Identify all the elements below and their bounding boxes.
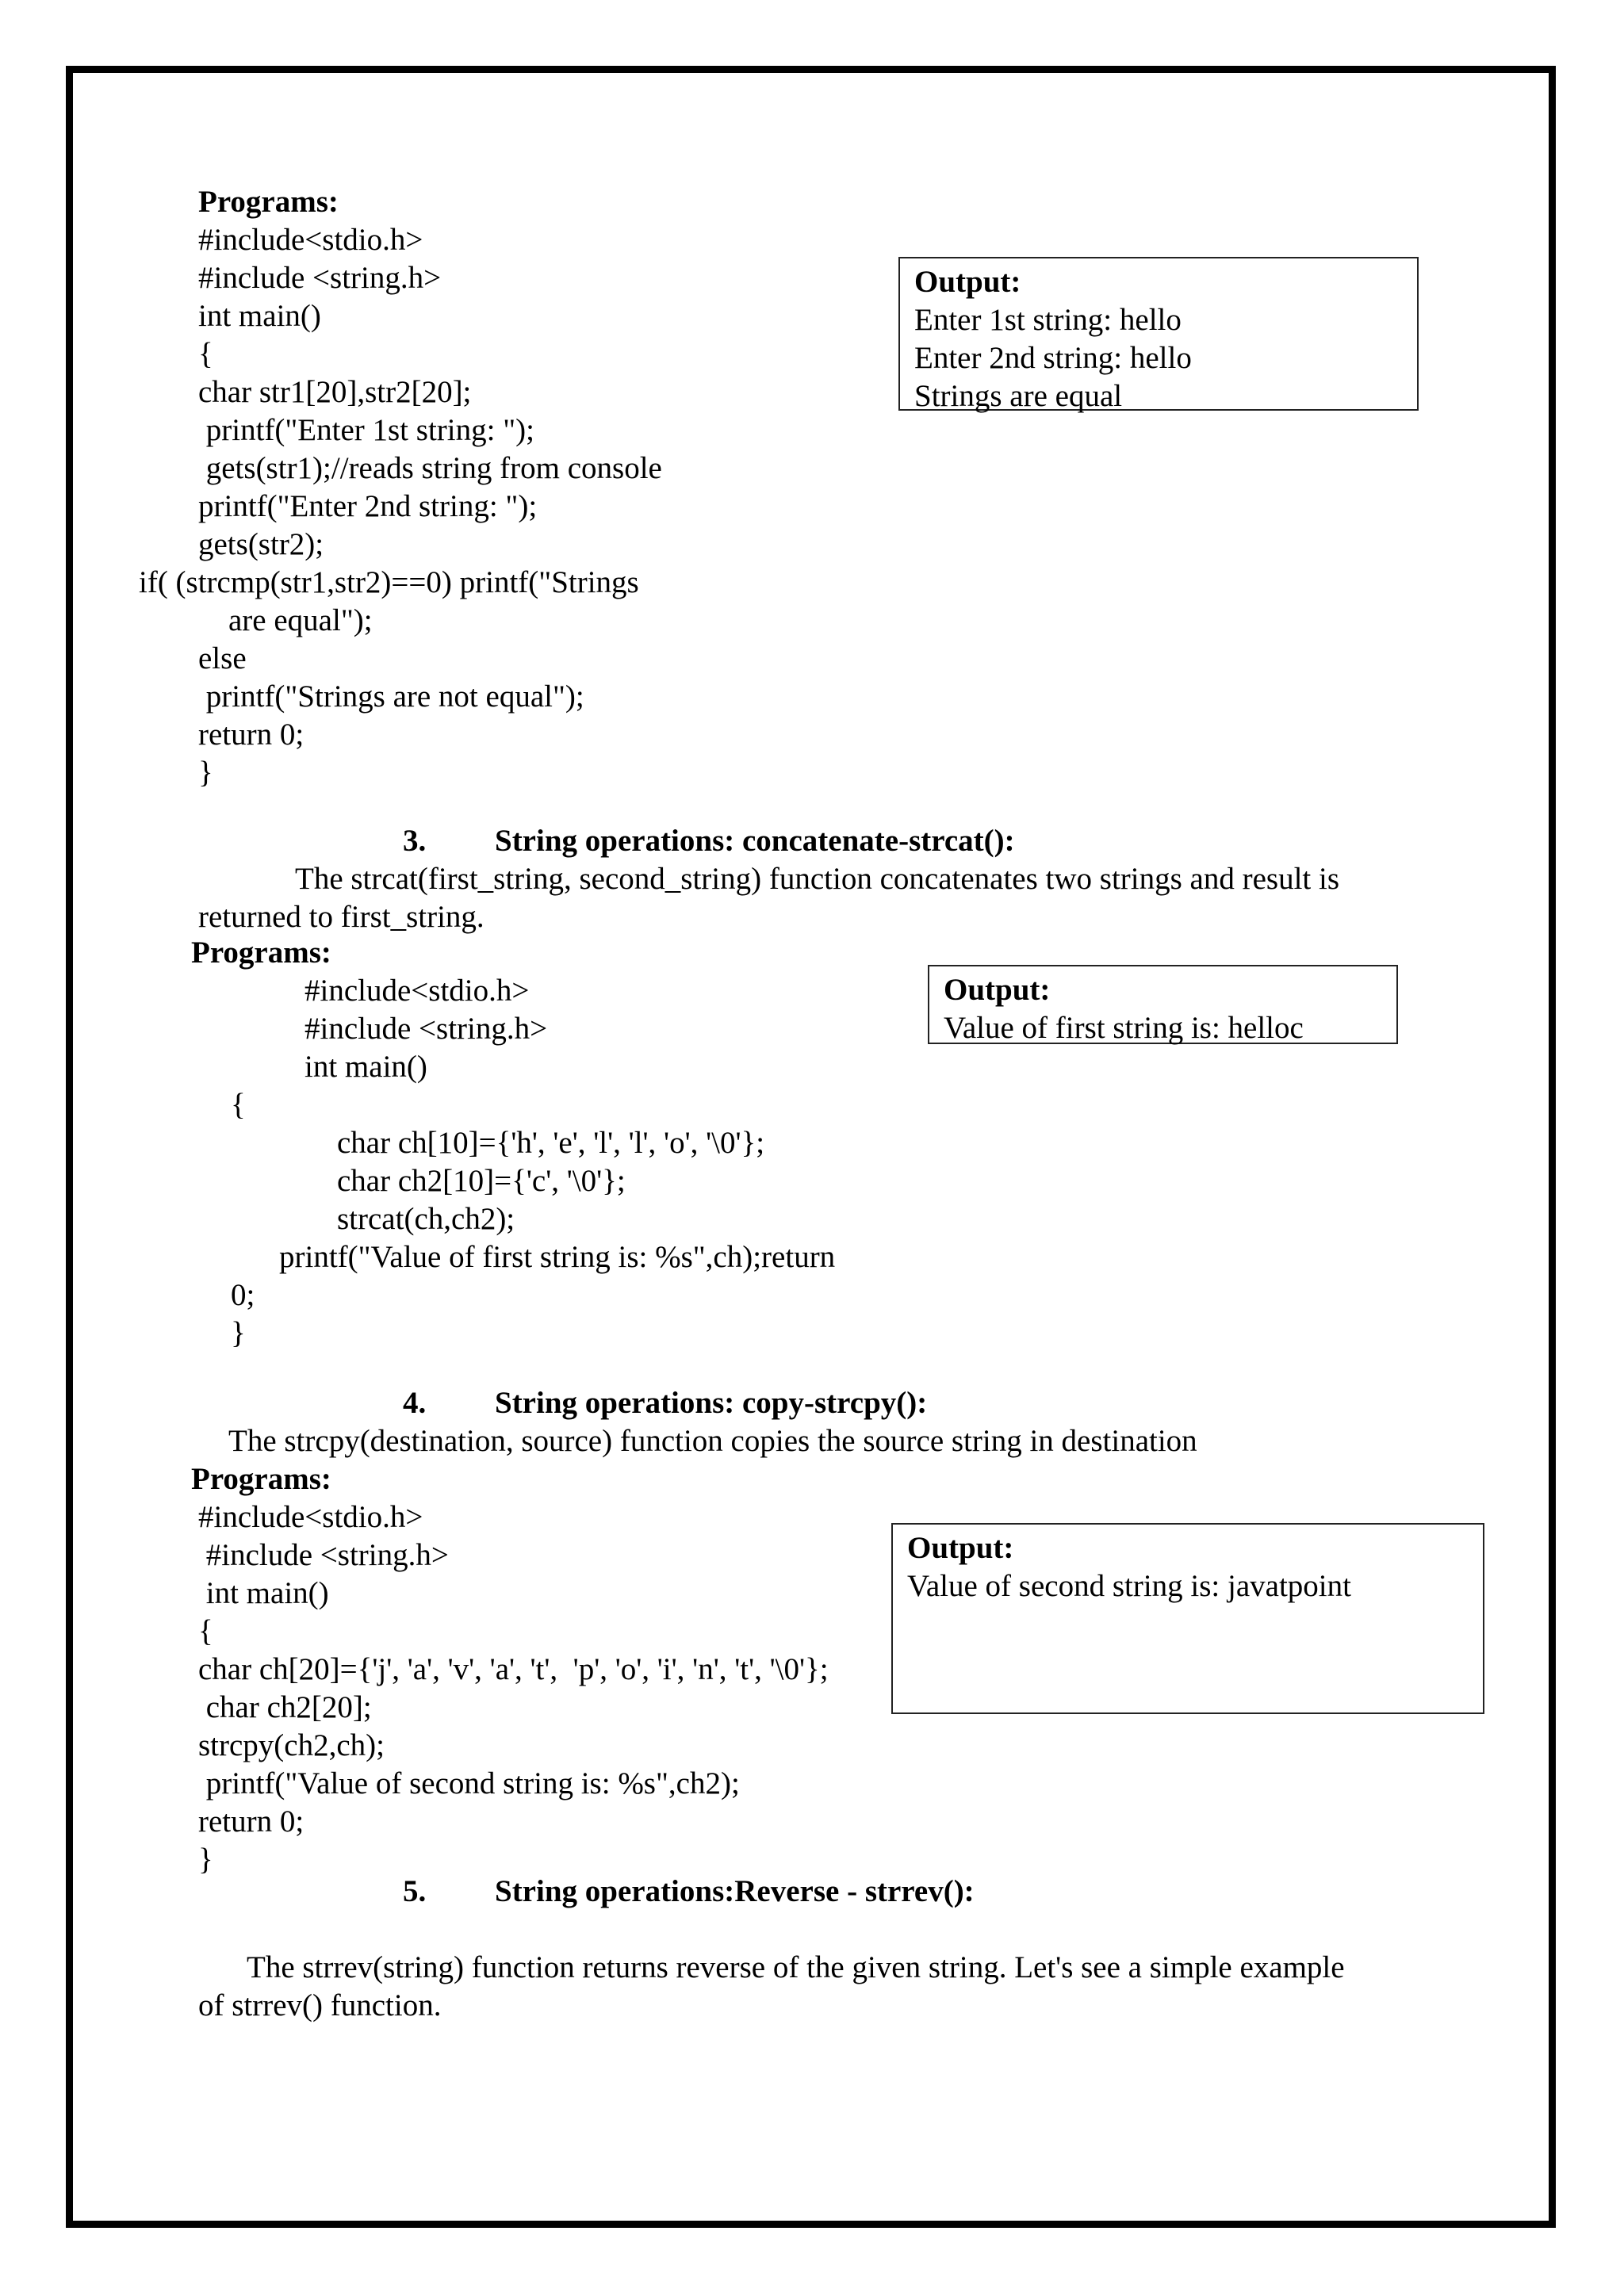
output-line: Value of second string is: javatpoint <box>907 1569 1351 1603</box>
code-line: gets(str1);//reads string from console <box>198 451 662 485</box>
code-line: char ch2[10]={'c', '\0'}; <box>337 1164 626 1198</box>
code-line: are equal"); <box>228 603 373 637</box>
code-line: strcat(ch,ch2); <box>337 1202 515 1236</box>
section-heading: String operations:Reverse - strrev(): <box>495 1874 975 1908</box>
code-line: #include <string.h> <box>198 1538 449 1572</box>
code-line: if( (strcmp(str1,str2)==0) printf("Strings <box>139 565 639 599</box>
output-box <box>928 965 1398 1044</box>
code-line: return 0; <box>198 1804 304 1839</box>
code-line: } <box>231 1316 246 1350</box>
code-line: } <box>198 756 213 790</box>
section-description: returned to first_string. <box>198 900 485 934</box>
output-line: Enter 2nd string: hello <box>914 341 1192 375</box>
output-line: Strings are equal <box>914 379 1123 413</box>
code-line: int main() <box>198 1576 329 1610</box>
output-box <box>891 1523 1484 1714</box>
code-line: 0; <box>231 1278 255 1312</box>
code-line: else <box>198 641 247 675</box>
programs-label: Programs: <box>191 1462 331 1496</box>
code-line: gets(str2); <box>198 527 324 561</box>
code-line: printf("Value of second string is: %s",ch2); <box>198 1766 740 1800</box>
code-line: printf("Enter 2nd string: "); <box>198 489 538 523</box>
programs-label: Programs: <box>191 936 331 970</box>
code-line: int main() <box>198 299 321 333</box>
code-line: printf("Strings are not equal"); <box>198 679 584 714</box>
code-line: char ch[10]={'h', 'e', 'l', 'l', 'o', '\0'}; <box>337 1126 765 1160</box>
output-label: Output: <box>914 265 1021 299</box>
code-line: { <box>198 1614 213 1648</box>
code-line: { <box>231 1088 246 1122</box>
section-number: 5. <box>403 1874 427 1908</box>
section-heading: String operations: concatenate-strcat(): <box>495 824 1015 858</box>
section-description: The strrev(string) function returns reverse of the given string. Let's see a simple example <box>247 1950 1345 1984</box>
code-line: #include<stdio.h> <box>304 974 530 1008</box>
code-line: printf("Value of first string is: %s",ch);return <box>279 1240 836 1274</box>
code-line: #include<stdio.h> <box>198 1500 423 1534</box>
code-line: #include <string.h> <box>198 261 442 295</box>
code-line: return 0; <box>198 718 304 752</box>
output-label: Output: <box>944 973 1051 1007</box>
code-line: printf("Enter 1st string: "); <box>198 413 534 447</box>
code-line: int main() <box>304 1050 427 1084</box>
code-line: strcpy(ch2,ch); <box>198 1728 385 1762</box>
code-line: char ch2[20]; <box>198 1690 372 1724</box>
section-description: The strcat(first_string, second_string) function concatenates two strings and result is <box>295 862 1340 896</box>
code-line: { <box>198 337 213 371</box>
code-line: char str1[20],str2[20]; <box>198 375 472 409</box>
output-label: Output: <box>907 1531 1014 1565</box>
code-line: #include <string.h> <box>304 1012 548 1046</box>
section-description: of strrev() function. <box>198 1988 442 2022</box>
code-line: #include<stdio.h> <box>198 223 423 257</box>
code-line: char ch[20]={'j', 'a', 'v', 'a', 't', 'p', 'o', 'i', 'n', 't', '\0'}; <box>198 1652 829 1686</box>
output-box <box>898 257 1419 411</box>
output-line: Value of first string is: helloc <box>944 1011 1304 1045</box>
section-number: 3. <box>403 824 427 858</box>
section-heading: String operations: copy-strcpy(): <box>495 1386 928 1420</box>
output-line: Enter 1st string: hello <box>914 303 1182 337</box>
section-description: The strcpy(destination, source) function copies the source string in destination <box>228 1424 1197 1458</box>
programs-label: Programs: <box>198 185 339 219</box>
section-number: 4. <box>403 1386 427 1420</box>
code-line: } <box>198 1843 213 1877</box>
